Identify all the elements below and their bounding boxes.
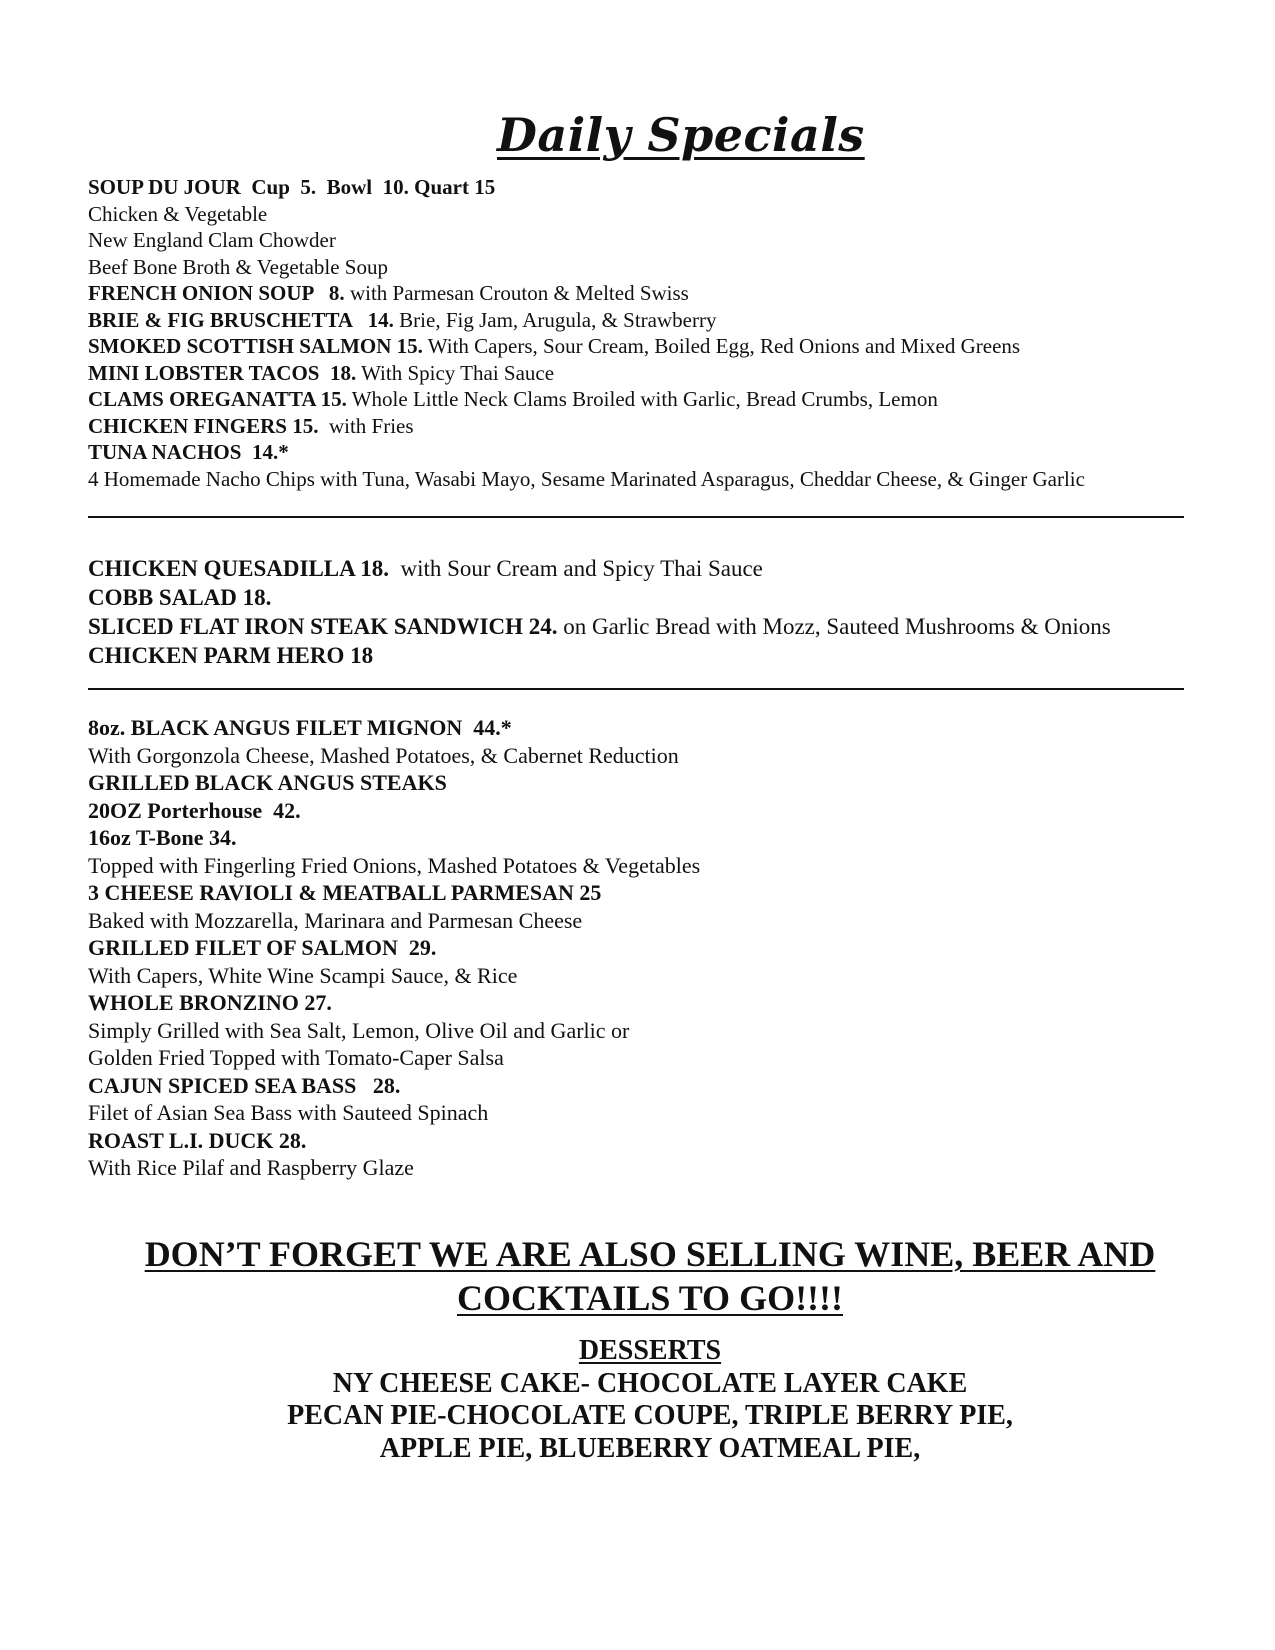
menu-item [88, 1127, 1208, 1155]
menu-item [88, 1044, 1208, 1072]
promo-banner [110, 1232, 1190, 1320]
menu-item [88, 174, 1208, 201]
menu-item [88, 934, 1208, 962]
menu-item-description: With Gorgonzola Cheese, Mashed Potatoes, & Cabernet Reduction [88, 742, 679, 768]
menu-item [88, 641, 1208, 670]
menu-item [88, 879, 1208, 907]
menu-item [88, 254, 1208, 281]
dessert-line: NY CHEESE CAKE- CHOCOLATE LAYER CAKE [332, 1367, 968, 1399]
promo-line: COCKTAILS TO GO!!!! [456, 1278, 844, 1318]
menu-item-description: Golden Fried Topped with Tomato-Caper Salsa [88, 1045, 504, 1070]
menu-item [88, 797, 1208, 825]
menu-item-description: on Garlic Bread with Mozz, Sauteed Mushrooms & Onions [557, 614, 1111, 639]
promo-line: DON’T FORGET WE ARE ALSO SELLING WINE, BEER AND [144, 1234, 1156, 1274]
menu-item-description: With Rice Pilaf and Raspberry Glaze [88, 1155, 414, 1180]
menu-item-name: MINI LOBSTER TACOS 18. [88, 360, 357, 385]
menu-item-name: CHICKEN FINGERS 15. [88, 413, 319, 438]
menu-item [88, 583, 1208, 612]
menu-item-description: Topped with Fingerling Fried Onions, Mashed Potatoes & Vegetables [88, 852, 701, 878]
menu-item-name: CHICKEN PARM HERO 18 [88, 643, 374, 668]
menu-item-description: Baked with Mozzarella, Marinara and Parmesan Cheese [88, 907, 583, 933]
desserts-section [150, 1335, 1150, 1465]
menu-item-description: Brie, Fig Jam, Arugula, & Strawberry [393, 307, 717, 332]
menu-item-description: With Spicy Thai Sauce [356, 360, 555, 385]
menu-item-description: With Capers, Sour Cream, Boiled Egg, Red Onions and Mixed Greens [422, 334, 1021, 358]
section-divider [88, 688, 1184, 690]
menu-item [88, 466, 1208, 493]
menu-item [88, 769, 1208, 797]
menu-item-name: WHOLE BRONZINO 27. [88, 990, 332, 1015]
menu-item-description: Filet of Asian Sea Bass with Sauteed Spinach [88, 1100, 489, 1125]
menu-item [88, 962, 1208, 990]
menu-item-name: 8oz. BLACK ANGUS FILET MIGNON 44.* [88, 715, 512, 740]
menu-item [88, 439, 1208, 466]
menu-item [88, 907, 1208, 935]
menu-item [88, 714, 1208, 742]
menu-item-name: ROAST L.I. DUCK 28. [88, 1127, 307, 1153]
dessert-line: APPLE PIE, BLUEBERRY OATMEAL PIE, [379, 1432, 921, 1464]
menu-item-name: CHICKEN QUESADILLA 18. [88, 556, 389, 581]
menu-item-name: 3 CHEESE RAVIOLI & MEATBALL PARMESAN 25 [88, 880, 602, 905]
menu-item-name: TUNA NACHOS 14.* [88, 440, 289, 464]
menu-item-description: with Parmesan Crouton & Melted Swiss [344, 281, 689, 305]
menu-item [88, 612, 1208, 641]
menu-item [88, 989, 1208, 1017]
menu-item-name: CLAMS OREGANATTA 15. [88, 387, 347, 411]
menu-item-name: 20OZ Porterhouse 42. [88, 797, 301, 823]
section-divider [88, 516, 1184, 518]
menu-item [88, 307, 1208, 334]
menu-item-name: GRILLED FILET OF SALMON 29. [88, 935, 437, 960]
menu-item-name: COBB SALAD 18. [88, 585, 272, 610]
menu-item-description: Chicken & Vegetable [88, 201, 268, 226]
menu-item-name: FRENCH ONION SOUP 8. [88, 281, 345, 305]
menu-item [88, 852, 1208, 880]
page-title: Daily Specials [497, 108, 865, 162]
menu-item-name: CAJUN SPICED SEA BASS 28. [88, 1072, 401, 1098]
menu-item [88, 333, 1208, 360]
menu-item [88, 742, 1208, 770]
menu-item [88, 227, 1208, 254]
entrees-section [88, 714, 1208, 1182]
menu-item-description: with Fries [318, 413, 414, 438]
menu-item-name: SLICED FLAT IRON STEAK SANDWICH 24. [88, 614, 558, 639]
menu-item-description: Beef Bone Broth & Vegetable Soup [88, 254, 388, 279]
menu-item [88, 824, 1208, 852]
appetizers-section [88, 174, 1208, 492]
menu-item [88, 1099, 1208, 1127]
desserts-heading: DESSERTS [578, 1335, 722, 1366]
menu-item-name: SMOKED SCOTTISH SALMON 15. [88, 334, 423, 358]
menu-item [88, 386, 1208, 413]
menu-item-description: New England Clam Chowder [88, 228, 336, 252]
menu-item-name: SOUP DU JOUR Cup 5. Bowl 10. Quart 15 [88, 175, 496, 199]
menu-item [88, 554, 1208, 583]
menu-item-name: BRIE & FIG BRUSCHETTA 14. [88, 307, 394, 332]
menu-item-description: With Capers, White Wine Scampi Sauce, & Rice [88, 962, 518, 988]
sandwiches-section [88, 554, 1208, 670]
menu-item [88, 280, 1208, 307]
menu-item-description: Whole Little Neck Clams Broiled with Garlic, Bread Crumbs, Lemon [346, 387, 938, 411]
menu-item [88, 1072, 1208, 1100]
menu-item [88, 360, 1208, 387]
menu-item-name: GRILLED BLACK ANGUS STEAKS [88, 770, 447, 795]
menu-item-description: Simply Grilled with Sea Salt, Lemon, Olive Oil and Garlic or [88, 1017, 630, 1043]
menu-item [88, 1017, 1208, 1045]
menu-item-description: with Sour Cream and Spicy Thai Sauce [388, 556, 763, 581]
menu-item [88, 201, 1208, 228]
menu-item-name: 16oz T-Bone 34. [88, 825, 237, 850]
dessert-line: PECAN PIE-CHOCOLATE COUPE, TRIPLE BERRY PIE, [287, 1400, 1013, 1431]
menu-item [88, 1154, 1208, 1182]
menu-item-description: 4 Homemade Nacho Chips with Tuna, Wasabi Mayo, Sesame Marinated Asparagus, Cheddar Cheese, & Ginger Garlic [88, 466, 1085, 491]
menu-item [88, 413, 1208, 440]
